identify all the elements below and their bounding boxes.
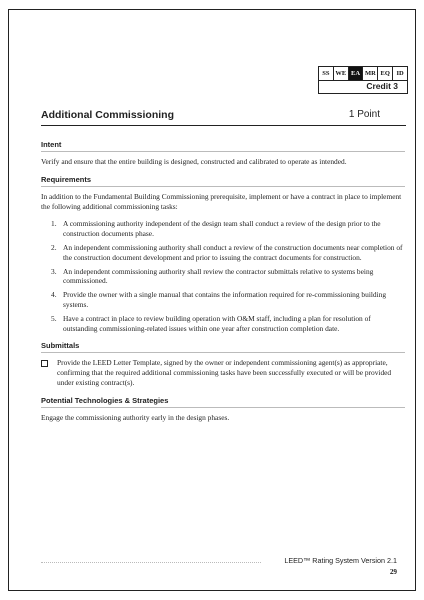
category-tabs	[318, 66, 408, 81]
item-text: Have a contract in place to review building operation with O&M staff, including a plan for resolution of outstanding commissioning-related issues within one year after construction completion date.	[63, 313, 371, 333]
page-number: 29	[389, 568, 397, 576]
strategies-heading: Potential Technologies & Strategies	[41, 396, 405, 408]
strategies-text: Engage the commissioning authority early in the design phases.	[41, 412, 230, 422]
tab-eq: EQ	[378, 67, 393, 80]
item-number: 5.	[51, 313, 57, 323]
item-text: An independent commissioning authority shall conduct a review of the construction documents near completion of the construction document development and prior to issuing the contract documents for construction.	[63, 242, 403, 262]
tab-we: WE	[334, 67, 349, 80]
requirement-item	[41, 314, 405, 334]
tab-mr: MR	[363, 67, 378, 80]
footer-divider	[41, 562, 261, 563]
content	[41, 140, 405, 431]
item-number: 2.	[51, 242, 57, 252]
title-row	[41, 107, 406, 126]
requirements-list	[41, 219, 405, 333]
requirement-item	[41, 219, 405, 239]
item-text: A commissioning authority independent of the design team shall conduct a review of the design prior to the construction documents phase.	[63, 219, 381, 239]
intent-heading: Intent	[41, 140, 405, 152]
requirement-item	[41, 290, 405, 310]
requirements-heading: Requirements	[41, 175, 405, 187]
item-number: 3.	[51, 266, 57, 276]
submittal-text: Provide the LEED Letter Template, signed by the owner or independent commissioning agent(s) as appropriate, confirming that the required additional commissioning tasks have been successfully executed or will be provided under existing contract(s).	[57, 358, 392, 387]
document-page	[8, 9, 416, 591]
tab-ea: EA	[349, 67, 364, 80]
requirements-intro: In addition to the Fundamental Building Commissioning prerequisite, implement or have a contract in place to implement the following additional commissioning tasks:	[41, 191, 402, 211]
credit-label: Credit 3	[318, 80, 408, 94]
tab-ss: SS	[319, 67, 334, 80]
requirement-item	[41, 243, 405, 263]
submittals-heading: Submittals	[41, 341, 405, 353]
intent-text: Verify and ensure that the entire building is designed, constructed and calibrated to operate as intended.	[41, 157, 347, 166]
item-text: Provide the owner with a single manual that contains the information required for re-commissioning building systems.	[63, 290, 387, 309]
item-text: An independent commissioning authority shall review the contractor submittals relative to systems being commissioned.	[63, 266, 374, 286]
points-label: 1 Point	[348, 109, 380, 120]
footer-text: LEED™ Rating System Version 2.1	[284, 556, 397, 565]
tab-id: ID	[396, 70, 404, 77]
checkbox-icon	[41, 360, 48, 367]
item-number: 1.	[51, 219, 57, 229]
item-number: 4.	[51, 290, 57, 300]
submittal-item	[41, 358, 405, 387]
page-title: Additional Commissioning	[41, 109, 174, 121]
requirement-item	[41, 267, 405, 287]
